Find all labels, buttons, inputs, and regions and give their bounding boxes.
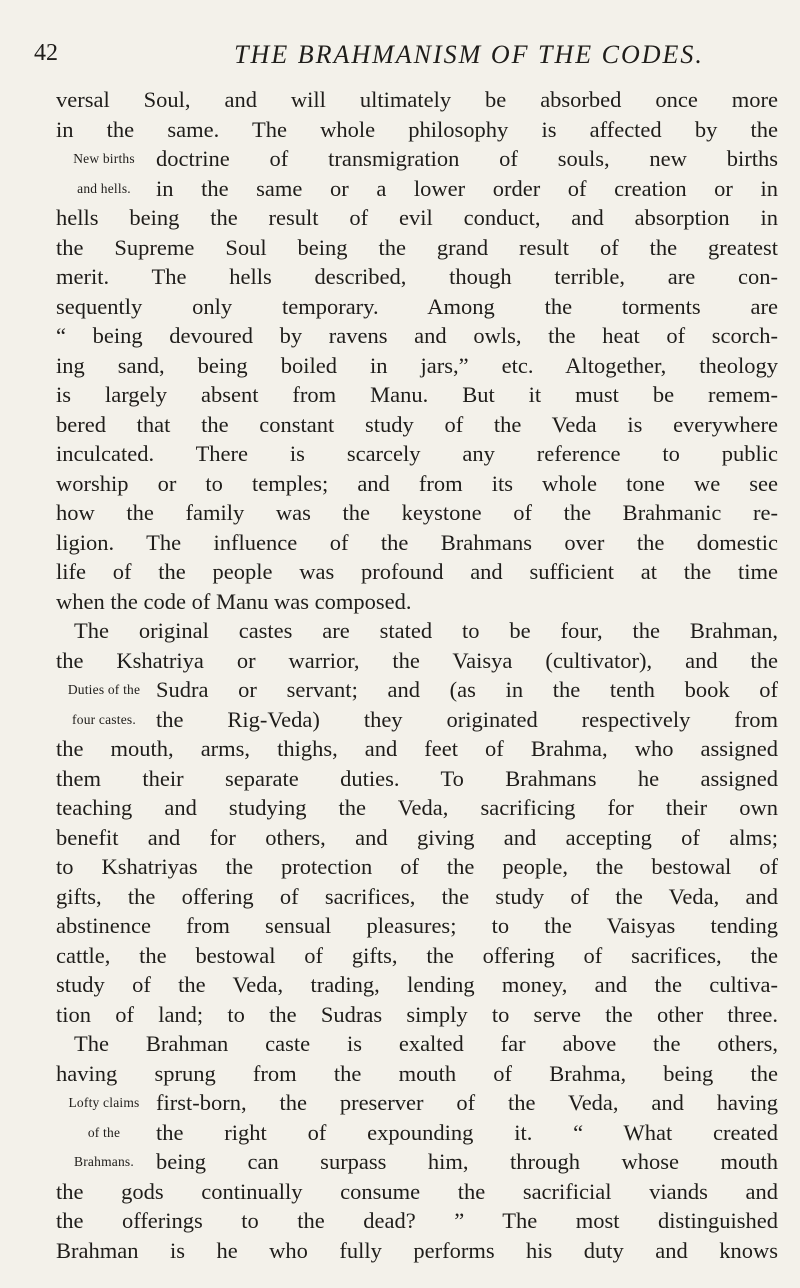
text-line: The Brahman caste is exalted far above the others,	[74, 1031, 778, 1056]
running-head: THE BRAHMANISM OF THE CODES.	[234, 40, 704, 69]
text-line: having sprung from the mouth of Brahma, being the	[56, 1060, 778, 1086]
text-line: abstinence from sensual pleasures; to the Vaisyas tending	[56, 913, 778, 938]
text-line: hells being the result of evil conduct, and absorption in	[56, 205, 778, 230]
margin-note: and hells.	[77, 180, 131, 196]
text-line: The original castes are stated to be four, the Brahman,	[74, 618, 778, 643]
text-line: benefit and for others, and giving and accepting of alms;	[56, 824, 778, 850]
text-line-with-note	[56, 705, 778, 735]
margin-note: Lofty claims	[68, 1095, 140, 1110]
text-line: how the family was the keystone of the Brahmanic re-	[56, 500, 778, 525]
text-line: Brahman is he who fully performs his duty and knows	[56, 1237, 778, 1263]
text-line: first-born, the preserver of the Veda, and having	[156, 1090, 778, 1115]
text-line: life of the people was profound and sufficient at the time	[56, 559, 778, 584]
text-line: being can surpass him, through whose mouth	[156, 1149, 778, 1174]
text-line: the Supreme Soul being the grand result of the greatest	[56, 234, 778, 260]
text-line: teaching and studying the Veda, sacrificing for their own	[56, 795, 778, 820]
margin-note: four castes.	[72, 711, 136, 727]
text-line: to Kshatriyas the protection of the people, the bestowal of	[56, 854, 778, 879]
text-line: sequently only temporary. Among the torments are	[56, 293, 778, 319]
text-line-with-note	[56, 1118, 778, 1148]
text-line: bered that the constant study of the Veda is everywhere	[56, 411, 778, 437]
text-line: the gods continually consume the sacrificial viands and	[56, 1178, 778, 1204]
text-line-with-note	[56, 1147, 778, 1177]
text-line: ligion. The influence of the Brahmans over the domestic	[56, 529, 778, 555]
text-line: the Rig-Veda) they originated respectively from	[156, 706, 778, 732]
text-line: in the same or a lower order of creation or in	[156, 175, 778, 201]
text-line: Sudra or servant; and (as in the tenth book of	[156, 677, 778, 702]
margin-note: of the	[87, 1124, 121, 1140]
text-line: versal Soul, and will ultimately be absorbed once more	[56, 87, 778, 112]
text-line: worship or to temples; and from its whole tone we see	[56, 470, 778, 496]
text-line-with-note	[56, 675, 778, 705]
text-line: merit. The hells described, though terrible, are con-	[56, 264, 778, 289]
text-line-with-note	[56, 174, 778, 204]
text-line-with-note	[56, 144, 778, 174]
text-line: the offerings to the dead? ” The most distinguished	[56, 1208, 778, 1233]
text-line: cattle, the bestowal of gifts, the offering of sacrifices, the	[56, 942, 778, 968]
text-line: gifts, the offering of sacrifices, the study of the Veda, and	[56, 883, 778, 909]
text-line-with-note	[56, 1088, 778, 1118]
text-line: inculcated. There is scarcely any reference to public	[56, 441, 778, 466]
body-text	[56, 85, 778, 1265]
margin-note: Brahmans.	[74, 1154, 134, 1169]
margin-note: Duties of the	[67, 682, 141, 697]
text-line: ing sand, being boiled in jars,” etc. Altogether, theology	[56, 352, 778, 378]
page-header	[34, 40, 774, 80]
text-line: “ being devoured by ravens and owls, the heat of scorch-	[56, 323, 778, 348]
text-line: when the code of Manu was composed.	[56, 588, 412, 614]
text-line: them their separate duties. To Brahmans he assigned	[56, 765, 778, 791]
text-line: the mouth, arms, thighs, and feet of Brahma, who assigned	[56, 736, 778, 761]
text-line: in the same. The whole philosophy is affected by the	[56, 116, 778, 142]
text-line: doctrine of transmigration of souls, new births	[156, 146, 778, 171]
page-number: 42	[34, 40, 58, 66]
text-line: the Kshatriya or warrior, the Vaisya (cultivator), and the	[56, 647, 778, 673]
margin-note: New births	[73, 151, 135, 166]
text-line: the right of expounding it. “ What created	[156, 1119, 778, 1145]
text-line: study of the Veda, trading, lending money, and the cultiva-	[56, 972, 778, 997]
text-line: is largely absent from Manu. But it must be remem-	[56, 382, 778, 407]
text-line: tion of land; to the Sudras simply to serve the other three.	[56, 1001, 778, 1027]
